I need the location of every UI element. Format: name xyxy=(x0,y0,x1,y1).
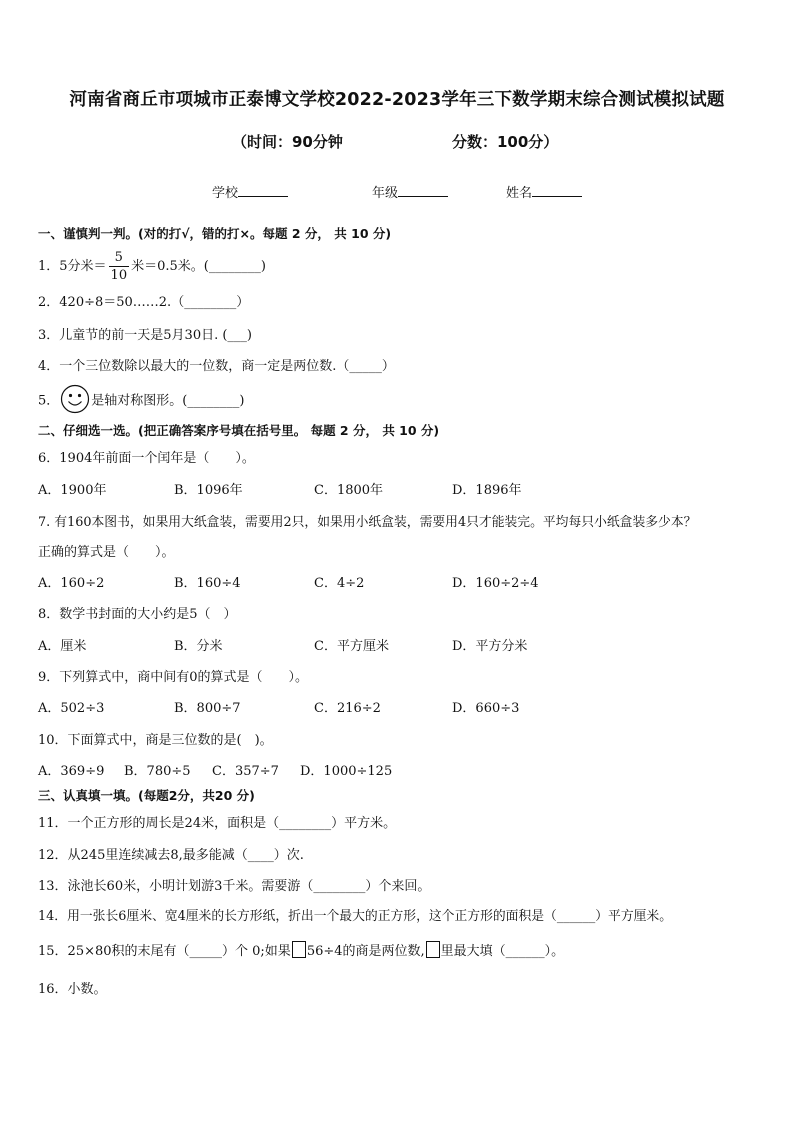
fraction-numerator: 5 xyxy=(109,251,130,267)
name-field xyxy=(506,182,582,201)
q6-option-b: B．1096年 xyxy=(174,483,243,498)
q6-option-c: C．1800年 xyxy=(314,483,384,498)
question-1 xyxy=(38,251,266,282)
question-14: 14．用一张长6厘米、宽4厘米的长方形纸，折出一个最大的正方形，这个正方形的面积是（______）平方厘米。 xyxy=(38,909,673,924)
school-label: 学校 xyxy=(212,186,239,201)
question-15-text-c: 里最大填（______）。 xyxy=(440,944,565,959)
question-7-line-1: 7. 有160本图书，如果用大纸盒装，需要用2只，如果用小纸盒装，需要用4只才能装完。平均每只小纸盒装多少本？ xyxy=(38,515,697,530)
question-4: 4．一个三位数除以最大的一位数，商一定是两位数.（_____） xyxy=(38,359,395,374)
question-9: 9．下列算式中，商中间有0的算式是（ ）。 xyxy=(38,670,309,685)
q9-option-d: D．660÷3 xyxy=(452,701,520,716)
question-6: 6．1904年前面一个闰年是（ ）。 xyxy=(38,451,255,466)
question-16: 16．小数。 xyxy=(38,982,107,997)
q7-option-b: B．160÷4 xyxy=(174,576,241,591)
name-blank xyxy=(532,184,582,197)
score-label: 分数：100分） xyxy=(452,133,559,151)
section-2-heading: 二、仔细选一选。(把正确答案序号填在括号里。 每题 2 分， 共 10 分) xyxy=(38,423,440,438)
section-3-heading: 三、认真填一填。(每题2分，共20 分) xyxy=(38,788,255,803)
question-12: 12．从245里连续减去8,最多能减（____）次. xyxy=(38,848,304,863)
q10-option-c: C．357÷7 xyxy=(212,764,279,779)
q6-option-d: D．1896年 xyxy=(452,483,522,498)
fraction xyxy=(109,251,130,282)
question-7-line-2: 正确的算式是（ ）。 xyxy=(38,545,175,560)
fraction-denominator: 10 xyxy=(110,268,128,283)
question-1-text-b: 米＝0.5米。(________) xyxy=(131,259,266,274)
question-10: 10．下面算式中，商是三位数的是( )。 xyxy=(38,733,273,748)
q10-option-d: D．1000÷125 xyxy=(300,764,393,779)
grade-blank xyxy=(398,184,448,197)
q10-option-a: A．369÷9 xyxy=(38,764,105,779)
q8-option-c: C．平方厘米 xyxy=(314,639,389,654)
question-5 xyxy=(38,384,244,418)
question-15-text-a: 15．25×80积的末尾有（_____）个 0;如果 xyxy=(38,944,291,959)
q7-option-c: C．4÷2 xyxy=(314,576,365,591)
q9-option-b: B．800÷7 xyxy=(174,701,241,716)
question-8: 8．数学书封面的大小约是5（ ） xyxy=(38,607,237,622)
q7-option-a: A．160÷2 xyxy=(38,576,105,591)
q10-option-b: B．780÷5 xyxy=(124,764,191,779)
question-15 xyxy=(38,940,564,959)
q9-option-a: A．502÷3 xyxy=(38,701,105,716)
question-13: 13．泳池长60米，小明计划游3千米。需要游（________）个来回。 xyxy=(38,879,431,894)
question-1-text-a: 1．5分米＝ xyxy=(38,259,107,274)
smiley-face-icon xyxy=(60,384,90,418)
question-2: 2．420÷8＝50……2.（________） xyxy=(38,295,250,310)
q9-option-c: C．216÷2 xyxy=(314,701,381,716)
grade-field xyxy=(372,182,448,201)
q8-option-b: B．分米 xyxy=(174,639,223,654)
name-label: 姓名 xyxy=(506,186,533,201)
question-5-text-a: 5． xyxy=(38,393,60,409)
section-1-heading: 一、谨慎判一判。(对的打√，错的打×。每题 2 分， 共 10 分) xyxy=(38,226,392,241)
grade-label: 年级 xyxy=(372,186,399,201)
q6-option-a: A．1900年 xyxy=(38,483,107,498)
question-15-text-b: 56÷4的商是两位数, xyxy=(306,944,425,959)
question-5-text-b: 是轴对称图形。(________) xyxy=(91,393,245,409)
q8-option-a: A．厘米 xyxy=(38,639,87,654)
question-11: 11．一个正方形的周长是24米，面积是（________）平方米。 xyxy=(38,816,397,831)
blank-box xyxy=(426,941,440,958)
school-field xyxy=(212,182,288,201)
question-3: 3．儿童节的前一天是5月30日. (___) xyxy=(38,328,252,343)
blank-box xyxy=(292,941,306,958)
time-label: （时间：90分钟 xyxy=(232,133,343,151)
page-title: 河南省商丘市项城市正泰博文学校2022-2023学年三下数学期末综合测试模拟试题 xyxy=(69,90,725,110)
q8-option-d: D．平方分米 xyxy=(452,639,528,654)
school-blank xyxy=(238,184,288,197)
q7-option-d: D．160÷2÷4 xyxy=(452,576,539,591)
